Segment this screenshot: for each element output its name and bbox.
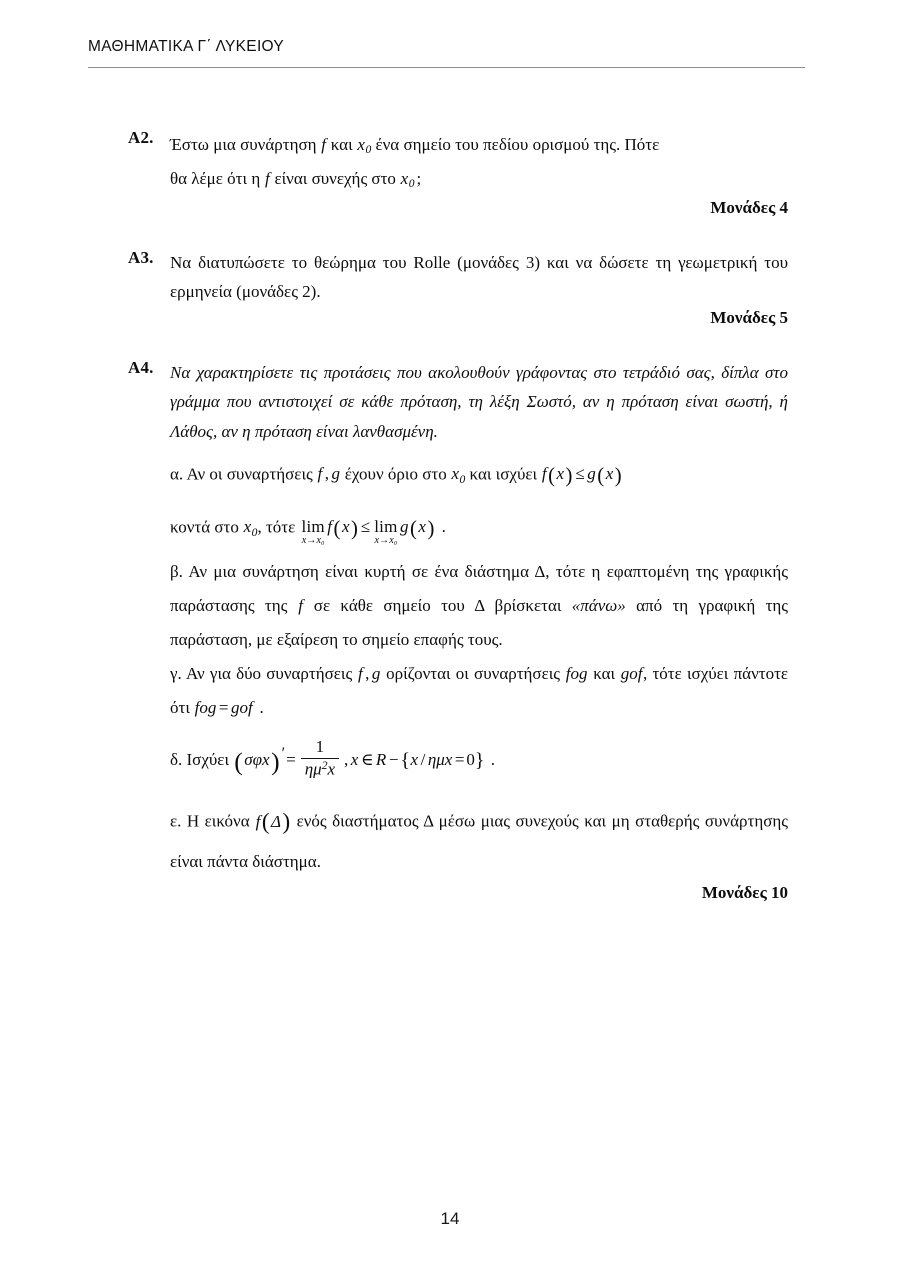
delta-fraction-denominator: [301, 759, 339, 779]
gamma-segment-4: , τότε ισχύει πάντοτε ότι: [170, 664, 789, 718]
alpha-marker: α.: [170, 464, 184, 484]
delta-denominator-sine: ημ: [304, 759, 322, 779]
alpha-limit-2: [374, 518, 397, 546]
beta-segment-1: Αν μια συνάρτηση είναι κυρτή σε ένα διάστημα Δ, τότε η εφαπτομένη της γραφικής παράστασης της: [170, 562, 789, 616]
alpha-limit-1-x: x: [341, 517, 350, 537]
question-a4: [0, 358, 900, 446]
a2-segment-1: Έστω μια συνάρτηση: [170, 135, 317, 154]
delta-set-sine-x: ημx: [427, 750, 453, 770]
a2-question-mark: ;: [416, 168, 422, 188]
alpha-variable-x0: x: [451, 464, 459, 484]
delta-reals-symbol: R: [375, 750, 387, 770]
alpha-paren-close-1: ): [565, 464, 573, 487]
a2-segment-5: είναι συνεχής στο: [274, 168, 396, 188]
delta-brace-close: }: [474, 749, 485, 772]
delta-paren-open: (: [234, 747, 243, 777]
question-a4-item-alpha: [0, 450, 900, 556]
a2-variable-x0-2-subscript: 0: [408, 177, 415, 191]
gamma-composition-fog: fog: [565, 664, 588, 684]
a2-variable-x0-2: x: [400, 168, 409, 188]
gamma-variable-f: f: [357, 664, 363, 684]
gamma-comma: ,: [365, 664, 370, 684]
alpha-limit-2-g: g: [400, 517, 409, 537]
alpha-limit-1-operator: lim: [301, 516, 325, 536]
delta-minus: −: [388, 750, 399, 770]
question-a4-item-beta: [0, 555, 900, 657]
alpha-limit-2-subscript: x→x₀: [374, 534, 398, 546]
delta-set-slash: /: [420, 750, 426, 770]
a2-variable-x0: x: [357, 135, 365, 154]
question-a2-marks: Μονάδες 4: [710, 197, 788, 217]
epsilon-segment-1: Η εικόνα: [186, 811, 250, 831]
delta-segment-1: Ισχύει: [186, 750, 230, 770]
question-a3: [0, 248, 900, 306]
beta-marker: β.: [170, 562, 183, 582]
spacer-a2-a3: [0, 218, 900, 248]
gamma-marker: γ.: [170, 664, 182, 684]
delta-set-zero: 0: [466, 750, 475, 770]
delta-brace-open: {: [400, 749, 411, 772]
delta-element-of: ∈: [360, 750, 374, 770]
epsilon-marker: ε.: [170, 811, 182, 831]
gamma-period: .: [259, 698, 264, 718]
question-a2-text: [170, 128, 788, 196]
beta-quoted-word: «πάνω»: [571, 596, 626, 616]
alpha-segment-5: , τότε: [257, 517, 296, 537]
epsilon-function-f: f: [255, 811, 261, 831]
question-a4-item-epsilon: [0, 799, 900, 879]
delta-cotangent-expression: σφx: [244, 750, 270, 770]
delta-period: .: [490, 750, 496, 770]
gamma-composition-gof: gof: [620, 664, 643, 684]
alpha-variable-x0-2-subscript: 0: [251, 525, 258, 539]
alpha-inequality-f: f: [541, 464, 547, 484]
question-a3-marks: Μονάδες 5: [710, 308, 788, 328]
a2-segment-3: ένα σημείο του πεδίου ορισμού της. Πότε: [375, 135, 660, 154]
alpha-segment-1: Αν οι συναρτήσεις: [186, 464, 313, 484]
epsilon-paren-close: ): [282, 809, 291, 835]
page-number: 14: [440, 1209, 460, 1228]
delta-set-equals: =: [454, 750, 465, 770]
alpha-inequality-operator: ≤: [575, 464, 585, 484]
alpha-limit-1: [302, 518, 325, 546]
gamma-equation-operator: =: [218, 698, 229, 718]
delta-paren-close: ): [271, 747, 280, 777]
alpha-paren-close-4: ): [427, 517, 435, 540]
alpha-variable-f: f: [317, 464, 323, 484]
question-a3-label: A3.: [128, 247, 154, 267]
gamma-equation-fog: fog: [194, 698, 217, 718]
gamma-segment-3: και: [593, 664, 616, 684]
delta-denominator-exponent: 2: [321, 758, 328, 772]
epsilon-paren-open: (: [261, 809, 270, 835]
a2-variable-f-2: f: [264, 168, 270, 188]
delta-comma: ,: [344, 750, 349, 770]
delta-domain-x: x: [350, 750, 359, 770]
delta-set-x: x: [410, 750, 419, 770]
delta-fraction-numerator: 1: [315, 736, 325, 756]
gamma-variable-g: g: [371, 664, 381, 684]
a2-variable-f: f: [321, 135, 326, 154]
header-title: ΜΑΘΗΜΑΤΙΚΑ Γ΄ ΛΥΚΕΙΟΥ: [88, 38, 285, 55]
alpha-inequality-x: x: [556, 464, 565, 484]
a2-variable-x0-subscript: 0: [365, 143, 372, 157]
document-content: [0, 128, 900, 903]
a2-segment-4: θα λέμε ότι η: [170, 168, 261, 188]
beta-segment-3: από τη γραφική της παράσταση, με εξαίρεση το σημείο επαφής τους.: [170, 596, 789, 650]
delta-fraction: [301, 738, 339, 779]
alpha-variable-x0-2: x: [243, 517, 252, 537]
alpha-variable-g: g: [331, 464, 340, 484]
alpha-inequality-x2: x: [605, 464, 614, 484]
question-a4-label: A4.: [128, 358, 154, 378]
alpha-paren-close-3: ): [350, 517, 358, 540]
alpha-segment-2: έχουν όριο στο: [344, 464, 447, 484]
alpha-segment-3: και ισχύει: [469, 464, 538, 484]
question-a2: [0, 128, 900, 196]
alpha-paren-open-1: (: [548, 464, 555, 487]
question-a4-item-delta: [0, 725, 900, 799]
alpha-limit-operator: ≤: [360, 517, 371, 537]
gamma-segment-1: Αν για δύο συναρτήσεις: [186, 664, 353, 684]
alpha-paren-close-2: ): [614, 464, 622, 487]
alpha-limit-1-f: f: [327, 517, 333, 537]
page-header: [88, 38, 805, 68]
alpha-limit-1-subscript: x→x₀: [301, 534, 325, 546]
alpha-paren-open-4: (: [410, 517, 417, 540]
delta-marker: δ.: [170, 750, 183, 770]
question-a4-marks: Μονάδες 10: [701, 883, 788, 903]
delta-denominator-x: x: [327, 759, 336, 779]
beta-segment-2: σε κάθε σημείο του Δ βρίσκεται: [313, 596, 562, 616]
gamma-equation-gof: gof: [230, 698, 253, 718]
beta-variable-f: f: [298, 596, 303, 616]
alpha-period: .: [441, 517, 446, 537]
alpha-limit-2-operator: lim: [374, 516, 398, 536]
question-a3-text: Να διατυπώσετε το θεώρημα του Rolle (μονάδες 3) και να δώσετε τη γεωμετρική του ερμηνεία (μονάδες 2).: [170, 252, 788, 301]
header-divider: [88, 67, 805, 68]
delta-prime-symbol: ′: [280, 745, 285, 763]
epsilon-segment-2: ενός διαστήματος Δ μέσω μιας συνεχούς και μη σταθερής συνάρτησης είναι πάντα διάστημα.: [170, 811, 789, 872]
alpha-comma: ,: [324, 464, 329, 484]
a2-segment-2: και: [330, 135, 353, 154]
spacer-a3-a4: [0, 328, 900, 358]
alpha-inequality-g: g: [587, 464, 596, 484]
alpha-variable-x0-subscript: 0: [459, 472, 466, 486]
alpha-paren-open-2: (: [597, 464, 605, 487]
question-a4-intro: Να χαρακτηρίσετε τις προτάσεις που ακολουθούν γράφοντας στο τετράδιό σας, δίπλα στο γράμμα που αντιστοιχεί σε κάθε πρόταση, τη λέξη Σωστό, αν η πρόταση είναι σωστή, ή Λάθος, αν η πρόταση είναι λανθασμένη.: [170, 363, 788, 441]
question-a4-item-gamma: [0, 657, 900, 725]
alpha-limit-2-x: x: [418, 517, 426, 537]
gamma-segment-2: ορίζονται οι συναρτήσεις: [386, 664, 561, 684]
question-a2-label: A2.: [128, 128, 154, 147]
page-footer: [0, 1209, 900, 1229]
alpha-segment-4: κοντά στο: [170, 517, 239, 537]
epsilon-interval-delta: Δ: [271, 811, 281, 831]
alpha-paren-open-3: (: [333, 517, 341, 540]
delta-equals: =: [286, 750, 296, 770]
